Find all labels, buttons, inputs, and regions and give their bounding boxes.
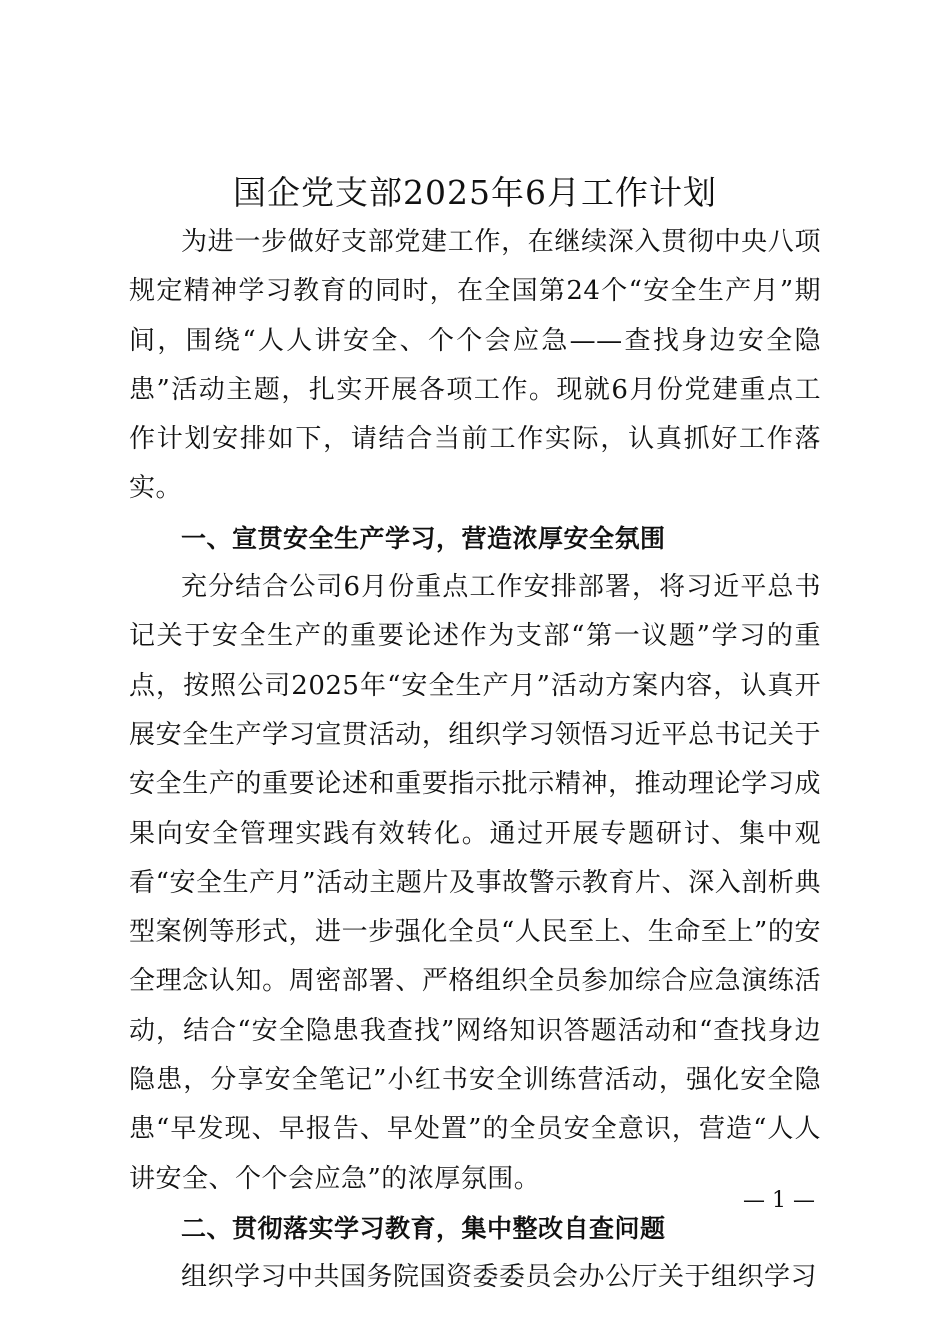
section-2-heading: 二、贯彻落实学习教育，集中整改自查问题 xyxy=(181,1213,666,1243)
document-title: 国企党支部2025年6月工作计划 xyxy=(233,173,717,212)
document-body xyxy=(129,218,821,1303)
section-1-heading: 一、宣贯安全生产学习，营造浓厚安全氛围 xyxy=(181,523,666,553)
page-number: — 1 — xyxy=(743,1188,815,1213)
section-2-paragraph: 组织学习中共国务院国资委委员会办公厅关于组织学习 xyxy=(181,1262,818,1293)
intro-paragraph: 为进一步做好支部党建工作，在继续深入贯彻中央八项规定精神学习教育的同时，在全国第24个“安全生产月”期间，围绕“人人讲安全、个个会应急——查找身边安全隐患”活动主题，扎实开展各项工作。现就6月份党建重点工作计划安排如下，请结合当前工作实际，认真抓好工作落实。 xyxy=(129,227,821,504)
section-1-paragraph: 充分结合公司6月份重点工作安排部署，将习近平总书记关于安全生产的重要论述作为支部“第一议题”学习的重点，按照公司2025年“安全生产月”活动方案内容，认真开展安全生产学习宣贯活动，组织学习领悟习近平总书记关于安全生产的重要论述和重要指示批示精神，推动理论学习成果向安全管理实践有效转化。通过开展专题研讨、集中观看“安全生产月”活动主题片及事故警示教育片、深入剖析典型案例等形式，进一步强化全员“人民至上、生命至上”的安全理念认知。周密部署、严格组织全员参加综合应急演练活动，结合“安全隐患我查找”网络知识答题活动和“查找身边隐患，分享安全笔记”小红书安全训练营活动，强化安全隐患“早发现、早报告、早处置”的全员安全意识，营造“人人讲安全、个个会应急”的浓厚氛围。 xyxy=(129,572,821,1194)
